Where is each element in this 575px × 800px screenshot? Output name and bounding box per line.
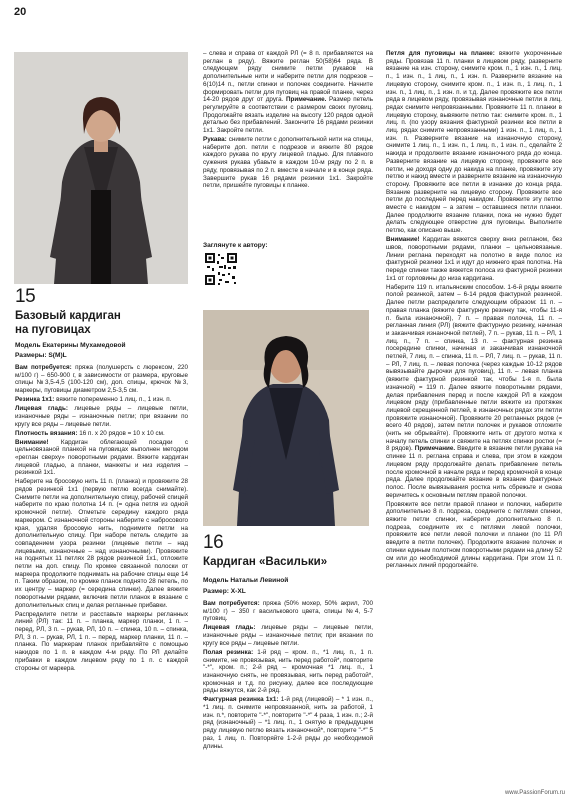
col1-p5: Наберите на бросовую нить 11 п. (планка) и провяжите 28 рядов резинкой 1х1 (первую петлю всегда снимайте). Снимите петли на дополнительную спицу, рабочей спицей наберите по краю полотна 14 п. (= одна петля из одной кромочной петли). Отметьте середину каждого ряда маркером. С изнаночной стороны наберите с набросового края, удаляя бросовую нить, поднимите петли на дополнительную спицу. При наборе петель следите за совпадением узора резинки (лицевые петли – над лицевыми, изнаночные – над изнаночными). Провяжите на поднятых 11 петлях 28 рядов резинкой 1х1, отложите петли на доп. спицу. По кромке связанной полоски от маркера продолжите поднимать на рабочие спицы еще 14 п. Таким образом, по кромке планок поднято 28 петель, по их центру – маркер (= середина спинки). Далее вяжите поворотными рядами, включив петли планок в вязание с дополнительных спиц и делая регланные прибавки. (15, 478, 188, 609)
col2a-p0: – слева и справа от каждой РЛ (= 8 п. прибавляется на реглан в ряду). Вяжите реглан 50(58)64 ряда. В следующем ряду снимите петли рукавов на дополнительные нити и наберите петли для подрезов – 6(10)14 п., петли спинки и полочек соедините. Начните формировать петли для пуговиц на правой планке, через 14-20 рядов друг от друга. Примечание. Размер петель регулируйте в соответствии с размером своих пуговиц. Продолжайте вязать изделие на высоту 120 рядов одной деталью без прибавлений. Закончите 16 рядами резинки 1х1. Закройте петли. (203, 50, 373, 135)
item-title-15-line2: на пуговицах (15, 324, 91, 336)
item-number-16: 16 (203, 532, 224, 553)
author-15: Модель Екатерины Мухамедовой (15, 342, 126, 349)
col1-p6: Распределите петли и расставьте маркеры регланных линий (РЛ) так: 11 п. – планка, маркер планки, 1 п. – перед, РЛ, 3 п. – рукав, РЛ, 10 п. – спинка, 10 п. – спинка, РЛ, 3 п. – рукав, РЛ, 1 п. – перед, маркер планки, 11 п. – планка. По маркерам планок прибавляйте с помощью накидов по 1 п. в каждом 4-м ряду. По РЛ делайте прибавки в каждом лицевом ряду по 1 п. с каждой стороны от маркера. (15, 610, 188, 672)
col1-p0: Вам потребуется: пряжа (полушерсть с люрексом, 220 м/100 г) – 650-900 г, в зависимости от размера, круговые спицы №3,5-4,5 (100-120 см), доп. спицы, крючок №3, маркеры, пуговицы диаметром 2,5-3,5 см. (15, 364, 188, 395)
model-photo-15 (14, 52, 188, 284)
woman-in-cardigan-image (14, 52, 188, 284)
author-16: Модель Натальи Левиной (203, 577, 289, 584)
col1-p4: Внимание! Кардиган облегающей посадки с цельновязаной планкой на пуговицах выполнен методом «реглан сверху» поворотными рядами. Вяжите кардиган лицевой гладью, а планки, манжеты и низ изделия – резинкой 1х1. (15, 438, 188, 477)
column-2-top-text (203, 50, 373, 238)
col2b-p2: Полая резинка: 1-й ряд – кром. п., *1 лиц. п., 1 п. снимите, не провязывая, нить перед работой*, повторите "-*", кром. п.; 2-й ряд – кромочная *1 лиц. п., 1 изнаночную снять, не провязывая, нить перед работой*, кромочная и т.д. по рисунку, далее все последующие ряды вяжутся, как 2-й ряд. (203, 648, 373, 695)
footer-watermark: www.PassionForum.ru (504, 790, 565, 796)
column-2-bottom-text (203, 600, 373, 785)
col2b-p0: Вам потребуется: пряжа (50% мохер, 50% акрил, 700 м/100 г) – 350 г василькового цвета, спицы №4, 5-7 пуговиц. (203, 600, 373, 623)
col1-p3: Плотность вязания: 16 п. х 20 рядов = 10 х 10 см. (15, 429, 165, 437)
woman-in-blue-cardigan-image (203, 310, 369, 526)
column-3-text (386, 50, 562, 785)
col2a-p1: Рукава: снимите петли с дополнительной нити на спицы, наберите доп. петли с подрезов и вяжите 80 рядов каждого рукава по кругу лицевой гладью. Для плавного сужения рукава убавьте в каждом 10-м ряду по 2 п. в ряду, провязывая по 2 п. вместе в начале и в конце ряда. Завершите рукав 16 рядами резинки 1х1. Закройте петли, пришейте пуговицы к планке. (203, 136, 373, 190)
col1-p2: Лицевая гладь: лицевые ряды – лицевые петли, изнаночные ряды – изнаночные петли; при вязании по кругу все ряды – лицевые петли. (15, 405, 188, 428)
item-number-15: 15 (15, 286, 36, 307)
item-title-15-line1: Базовый кардиган (15, 310, 121, 322)
sizes-16: Размер: X-XL (203, 588, 246, 595)
col3-p1: Внимание! Кардиган вяжется сверху вниз регланом, без швов, поворотными рядами, планки – цельновязаные. Линии реглана переходят на полотно в виде полос из фактурной резинки 1х1 и идут до нижнего края полотна. На переде спинки также вяжется полоса из фактурной резинки 1х1 от горловины до низа кардигана. (386, 236, 562, 282)
model-photo-16 (203, 310, 369, 526)
col2b-p3: Фактурная резинка 1х1: 1-й ряд (лицевой) – * 1 изн. п., *1 лиц. п. снимите непровязанной, нить за работой, 1 изн. п.*, повторите "-*", повторите "-*" 4 раза, 1 изн. п.; 2-й ряд (изнаночный) – *1 лиц. п., 1 снятую в предыдущем ряду лицевую петлю вязать изнаночной*, повторите "-*" 5 раз, 1 лиц. п. Повторяйте 1-2-й ряды до необходимой длины. (203, 696, 373, 750)
page-number: 20 (14, 6, 27, 18)
item-title-16: Кардиган «Васильки» (203, 556, 328, 568)
qr-code-icon (204, 252, 238, 286)
qr-caption: Заглянуте к автору: (203, 242, 268, 249)
col1-p1: Резинка 1х1: вяжите попеременно 1 лиц. п., 1 изн. п. (15, 396, 172, 404)
sizes-15: Размеры: S(M)L (15, 352, 67, 359)
col3-p2: Наберите 119 п. итальянским способом. 1-6-й ряды вяжите полой резинкой, затем – 6-14 рядов фактурной резинкой. Далее петли распределите следующим образом: 11 п. – правая планка (вяжите фактурную резинку так, чтобы 11-я п. была изнаночной), 7 п. – правая полочка, 11 п. – регланная линия (РЛ) (вяжите фактурную резинку, начиная и заканчивая изнаночной петлей), 7 п. – рукав, 11 п. – РЛ, 1 лиц. п., 7 п. – спинка, 13 п. – фактурная резинка посередине спинки, начиная и заканчивая изнаночной петлей, 7 лиц. п. – спинка, 11 п. – РЛ, 7 лиц. п. – рукав, 11 п. – РЛ, 7 лиц. п. – левая полочка (через каждые 10-12 рядов вывязывайте дырочки для пуговиц), 11 п. – левая планка (вяжите фактурной резинкой так, чтобы 1-я п. была изначной) = 119 п. Далее вяжите поворотными рядами, делая прибавления перед и после каждой РЛ в каждом лицевом ряду (прибавленные петли вяжите из протяжек лицевой скрещенной петлей, в изнаночных рядах эти петли провяжите изнаночной). Провяжите 20 регланных рядов (= всего 40 рядов), затем петли полочек и рукавов отложите (нить не обрывайте). Провяжите нить от другого мотка к началу петель спинки и свяжите на петлях спинки ростки (= 8 рядов). Примечание. Введите в вязание петли рукава на спинке 11 п. реглана справа и слева, при этом в каждом лицевом ряду продолжайте делать прибавление петель после кромочной в начале ряда и перед кромочной в конце ряда. Далее продолжайте вязание в вязание фактурных полос. После вывязывания ростка нить сбрежьте и снова веричитесь к основным петлям правой полочки. (386, 283, 562, 499)
column-1-text (15, 364, 188, 782)
col2b-p1: Лицевая гладь: лицевые ряды – лицевые петли, изнаночные ряды – изнаночные петли; при вязании по кругу все ряды – лицевые петли. (203, 624, 373, 647)
col3-p3: Провяжите все петли правой планки и полочки, наберите дополнительно 8 п. подреза, соедините с петлями спинки, вяжите петли спинки, наберите дополнительно 8 п. подреза, соедините их с петлями левой полочки, провяжите все петли левой полочки и планки (по 11 РЛ введите в петли полочек). Продолжите вязание полочек и спинки единым полотном поворотными рядами на длину 52 см или до необходимой длины кардигана. При этом 11 п. регланных линий продолжайте. (386, 500, 562, 570)
col3-p0: Петля для пуговицы на планке: вяжите укороченные ряды. Провязав 11 п. планки в лицевом ряду, разверните вязание на изн. сторону, снимите кром. п., 1 изн. п., 1 лиц. п., 1 изн. п., 1 лиц. п., 1 изн. п. Разверните вязание на лицевую сторону, снимите кром. п., 1 изн. п., 1 лиц. п., 1 изн. п., 1 лиц. п., 1 изн. п. и т.д. Далее провяжите все петли ряда в лицевом ряду, провязывая изнаночные петли в лиц. рядах снимите непровязанными. Провяжите 11 п. планки в лицевую сторону, вывяжите петлю так: снимите кром. п., 1 лиц. п. (по узору вязания фактурной резинки все петли в лиц. рядах снимите непровязанными) 1 изн. п., 1 лиц. п., 1 изн. п. Разверните вязание на изнаночную сторону, снимите 1 лиц. п., 1 изн. п., 1 лиц. п., 1 изн. п., сделайте 2 накида и продолжите вязание изнаночного ряда до конца. Разверните вязание на лицевую сторону, провяжите все петли, не доходя одну до накида на планке, провяжите эту петлю и накид вместе и разверните вязание на изнаночную сторону. Провяжите все петли в изнанке до конца ряда. Вязание разверните на лицевую сторону. Провяжите все петли до последней перед накидом. Провяжите эту петлю вместе с накидом – а затем – оставшиеся петли планки. Далее продолжите вязание планки, пока не нужно будет делать следующее отверстие для пуговицы. Выполните петлю, как описано выше. (386, 50, 562, 235)
